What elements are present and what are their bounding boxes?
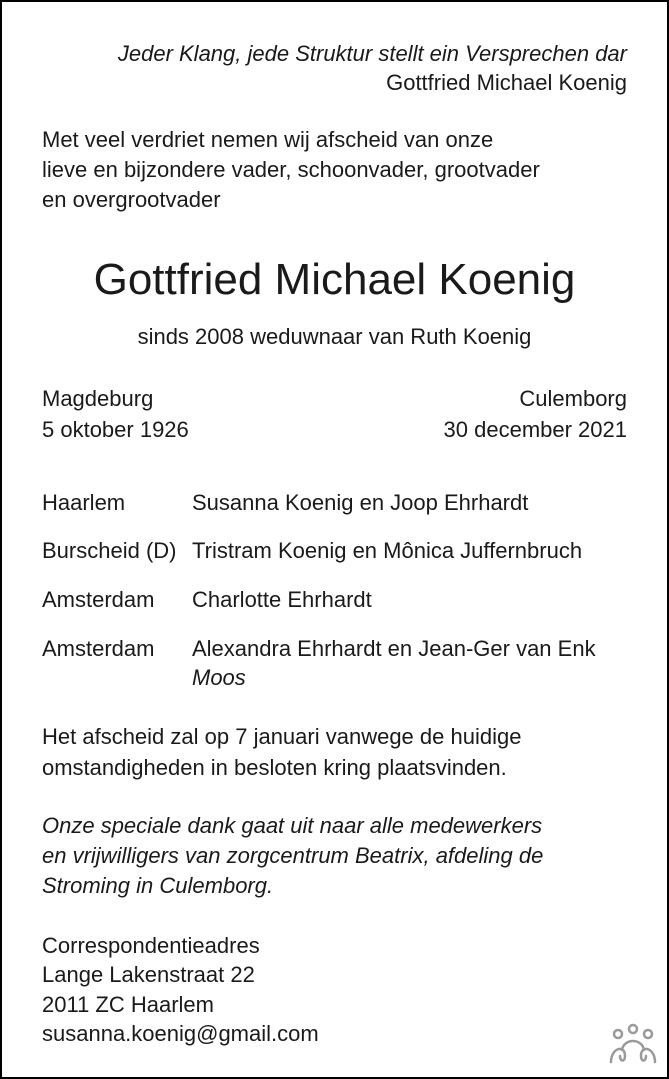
thanks-line: Onze speciale dank gaat uit naar alle medewerkers xyxy=(42,813,543,838)
death-place: Culemborg xyxy=(519,386,627,411)
thanks-line: en vrijwilligers van zorgcentrum Beatrix, afdeling de xyxy=(42,843,544,868)
address-city: 2011 ZC Haarlem xyxy=(42,992,214,1017)
family-names: Alexandra Ehrhardt en Jean-Ger van Enk xyxy=(192,636,596,661)
people-group-icon xyxy=(608,1022,658,1066)
birth-date: 5 oktober 1926 xyxy=(42,417,189,442)
family-place: Amsterdam xyxy=(42,636,155,661)
motto-author: Gottfried Michael Koenig xyxy=(386,70,627,95)
deceased-subtitle: sinds 2008 weduwnaar van Ruth Koenig xyxy=(137,324,532,349)
intro-line: en overgrootvader xyxy=(42,187,221,212)
death-date: 30 december 2021 xyxy=(443,417,627,442)
address-label: Correspondentieadres xyxy=(42,933,260,958)
family-extra: Moos xyxy=(192,665,246,690)
family-names: Tristram Koenig en Mônica Juffernbruch xyxy=(192,538,583,563)
farewell-line: omstandigheden in besloten kring plaatsvinden. xyxy=(42,755,507,780)
motto-quote: Jeder Klang, jede Struktur stellt ein Versprechen dar xyxy=(117,41,627,66)
farewell-line: Het afscheid zal op 7 januari vanwege de huidige xyxy=(42,724,522,749)
family-names: Charlotte Ehrhardt xyxy=(192,587,372,612)
family-names: Susanna Koenig en Joop Ehrhardt xyxy=(192,490,529,515)
address-email: susanna.koenig@gmail.com xyxy=(42,1021,319,1046)
deceased-name: Gottfried Michael Koenig xyxy=(93,255,576,304)
family-place: Burscheid (D) xyxy=(42,538,177,563)
thanks-line: Stroming in Culemborg. xyxy=(42,873,274,898)
family-place: Amsterdam xyxy=(42,587,155,612)
intro-line: lieve en bijzondere vader, schoonvader, grootvader xyxy=(42,157,540,182)
address-street: Lange Lakenstraat 22 xyxy=(42,962,255,987)
birth-place: Magdeburg xyxy=(42,386,154,411)
intro-line: Met veel verdriet nemen wij afscheid van onze xyxy=(42,127,494,152)
family-place: Haarlem xyxy=(42,490,126,515)
